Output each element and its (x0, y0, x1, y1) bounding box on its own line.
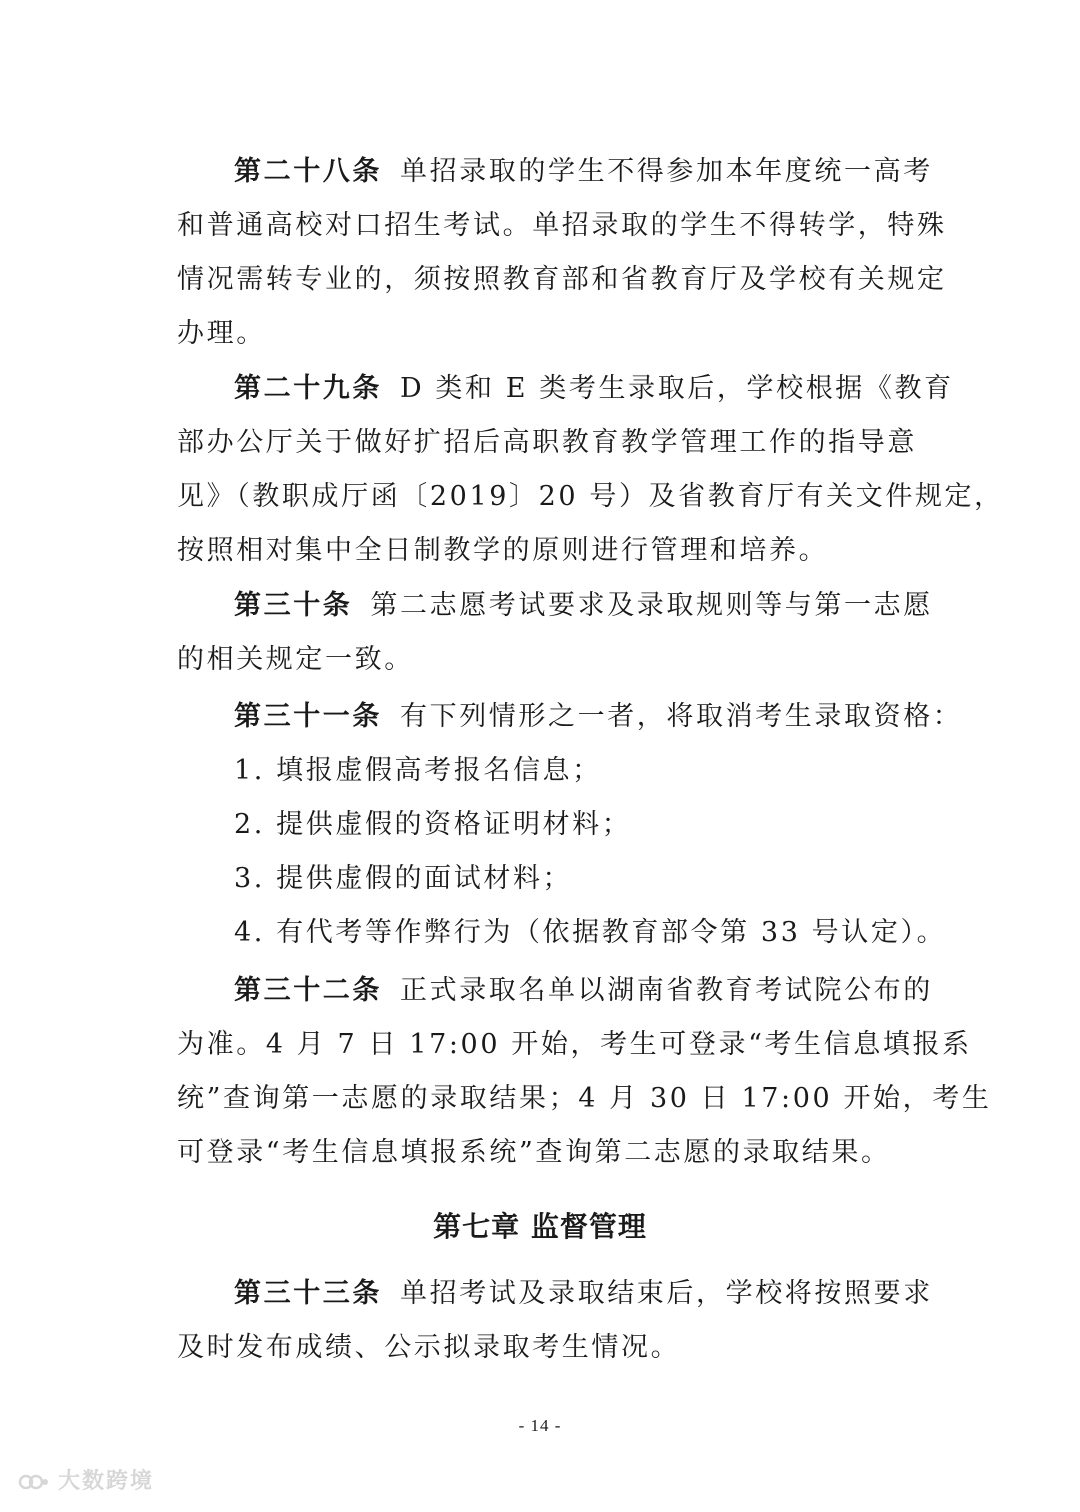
article-29-line-4: 按照相对集中全日制教学的原则进行管理和培养。 (177, 535, 829, 566)
article-32-line-4: 可登录“考生信息填报系统”查询第二志愿的录取结果。 (177, 1137, 891, 1168)
article-33-line-1 (234, 1278, 933, 1310)
circle-logo-icon (18, 1470, 50, 1494)
article-30-heading: 第三十条 (234, 590, 353, 621)
article-32-line-1 (234, 975, 933, 1007)
article-30-line-2: 的相关规定一致。 (177, 644, 414, 675)
article-28-line-2: 和普通高校对口招生考试。单招录取的学生不得转学，特殊 (177, 210, 947, 241)
article-31-line-1 (234, 701, 963, 733)
article-31-item-4: 4. 有代考等作弊行为（依据教育部令第 33 号认定）。 (234, 917, 947, 948)
article-28-text-1: 单招录取的学生不得参加本年度统一高考 (400, 156, 933, 187)
article-29-line-3: 见》（教职成厅函〔2019〕20 号）及省教育厅有关文件规定， (177, 481, 1004, 512)
article-28-line-3: 情况需转专业的，须按照教育部和省教育厅及学校有关规定 (177, 264, 947, 295)
article-29-heading: 第二十九条 (234, 373, 382, 404)
article-32-line-3: 统”查询第一志愿的录取结果；4 月 30 日 17:00 开始，考生 (177, 1083, 992, 1114)
article-32-heading: 第三十二条 (234, 975, 382, 1006)
article-30-text-1: 第二志愿考试要求及录取规则等与第一志愿 (370, 590, 933, 621)
page-number: - 14 - (518, 1416, 562, 1435)
article-33-line-2: 及时发布成绩、公示拟录取考生情况。 (177, 1332, 681, 1363)
article-31-text-1: 有下列情形之一者，将取消考生录取资格： (400, 701, 963, 732)
article-29-text-1: D 类和 E 类考生录取后，学校根据《教育 (400, 373, 954, 404)
article-33-heading: 第三十三条 (234, 1278, 382, 1309)
article-33-text-1: 单招考试及录取结束后，学校将按照要求 (400, 1278, 933, 1309)
article-30-line-1 (234, 590, 933, 622)
article-28-heading: 第二十八条 (234, 156, 382, 187)
watermark (18, 1470, 154, 1494)
article-31-item-3: 3. 提供虚假的面试材料； (234, 863, 573, 894)
article-32-text-1: 正式录取名单以湖南省教育考试院公布的 (400, 975, 933, 1006)
article-32-line-2: 为准。4 月 7 日 17:00 开始，考生可登录“考生信息填报系 (177, 1029, 972, 1060)
article-29-line-1 (234, 373, 954, 405)
article-31-item-2: 2. 提供虚假的资格证明材料； (234, 809, 632, 840)
watermark-text: 大数跨境 (58, 1469, 155, 1494)
article-31-item-1: 1. 填报虚假高考报名信息； (234, 755, 602, 786)
chapter-7-title: 第七章 监督管理 (433, 1210, 647, 1243)
article-28-line-1 (234, 156, 933, 188)
article-31-heading: 第三十一条 (234, 701, 382, 732)
article-28-line-4: 办理。 (177, 318, 266, 349)
article-29-line-2: 部办公厅关于做好扩招后高职教育教学管理工作的指导意 (177, 427, 917, 458)
